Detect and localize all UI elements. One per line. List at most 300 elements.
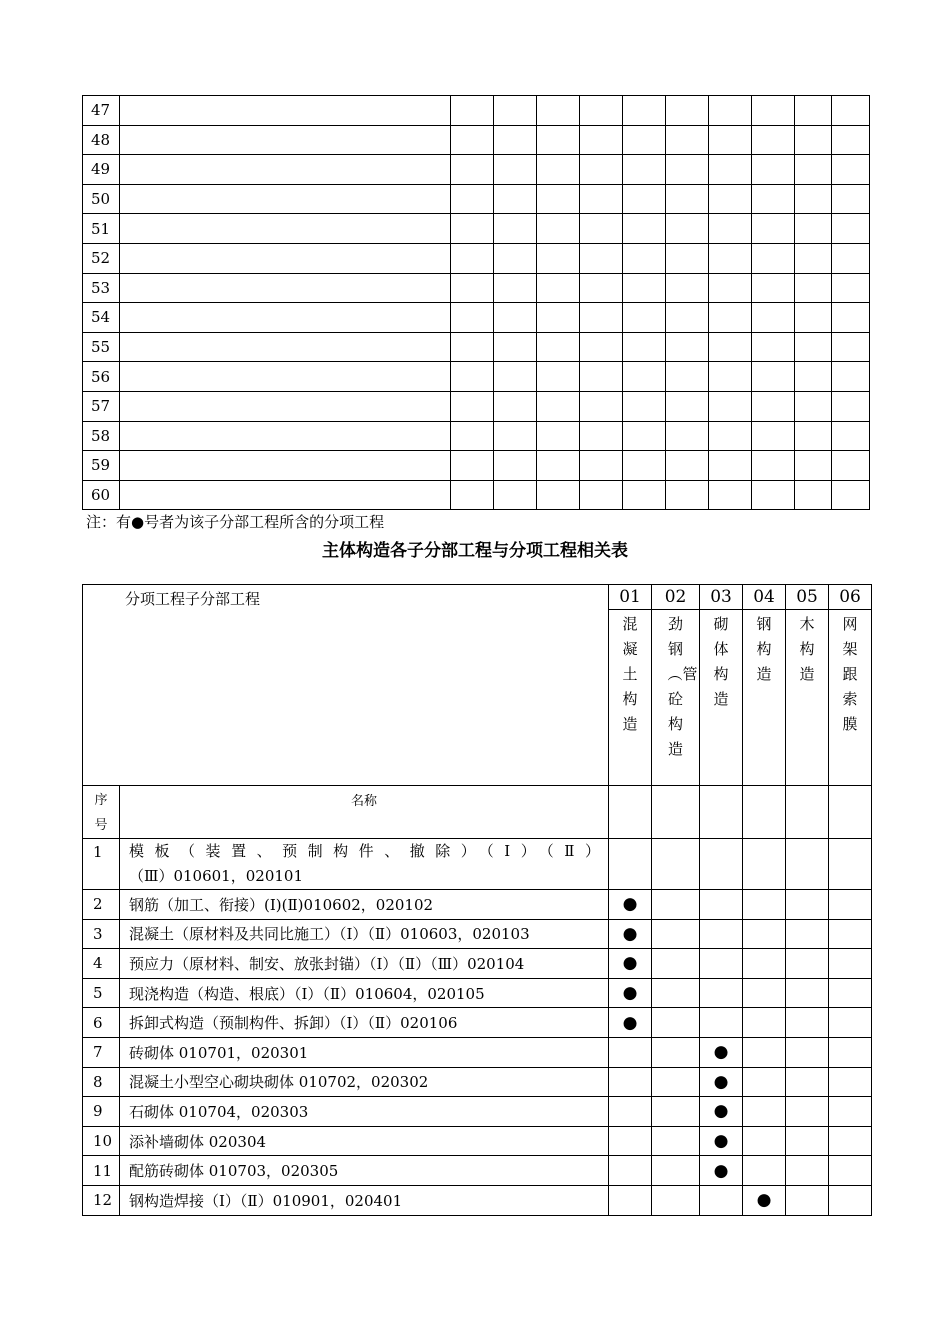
column-code: 04 (743, 585, 786, 610)
empty-cell (652, 1126, 700, 1156)
empty-cell (786, 1037, 829, 1067)
empty-cell (666, 451, 709, 481)
empty-cell (652, 839, 700, 890)
empty-cell (623, 303, 666, 333)
empty-cell (537, 303, 580, 333)
table-row (83, 890, 872, 920)
empty-cell (829, 1037, 872, 1067)
empty-cell (580, 362, 623, 392)
empty-cell (795, 273, 832, 303)
bullet-mark-icon: ● (609, 949, 652, 979)
table-row (83, 949, 872, 979)
table-row (83, 184, 870, 214)
empty-cell (537, 243, 580, 273)
empty-cell (120, 332, 451, 362)
empty-cell (494, 391, 537, 421)
empty-cell (752, 184, 795, 214)
empty-cell (623, 480, 666, 510)
empty-cell (580, 273, 623, 303)
empty-cell (494, 243, 537, 273)
empty-cell (709, 96, 752, 126)
row-seq: 11 (83, 1156, 120, 1186)
column-name: 木构造 (786, 610, 829, 786)
empty-cell (709, 362, 752, 392)
empty-cell (786, 1097, 829, 1127)
empty-cell (666, 273, 709, 303)
row-number: 50 (83, 184, 120, 214)
empty-cell (786, 1067, 829, 1097)
seq-header: 序号 (83, 786, 120, 839)
empty-cell (709, 332, 752, 362)
table-row (83, 1156, 872, 1186)
table-row (83, 1097, 872, 1127)
empty-cell (752, 273, 795, 303)
empty-cell (451, 184, 494, 214)
row-number: 58 (83, 421, 120, 451)
column-name: 砌体构造 (700, 610, 743, 786)
table-row (83, 421, 870, 451)
empty-cell (494, 480, 537, 510)
empty-cell (120, 391, 451, 421)
empty-cell (700, 1008, 743, 1038)
table-row (83, 155, 870, 185)
table-row (83, 1037, 872, 1067)
empty-cell (494, 451, 537, 481)
row-seq: 3 (83, 919, 120, 949)
row-seq: 2 (83, 890, 120, 920)
table-row (83, 391, 870, 421)
empty-cell (743, 1156, 786, 1186)
bullet-mark-icon: ● (700, 1067, 743, 1097)
correlation-table (82, 584, 872, 1216)
empty-cell (795, 332, 832, 362)
bullet-mark-icon: ● (609, 919, 652, 949)
empty-cell (120, 125, 451, 155)
empty-cell (795, 303, 832, 333)
empty-cell (666, 303, 709, 333)
empty-cell (832, 303, 870, 333)
empty-cell (709, 155, 752, 185)
empty-cell (752, 332, 795, 362)
empty-cell (537, 421, 580, 451)
empty-cell (494, 214, 537, 244)
empty-cell (832, 125, 870, 155)
empty-cell (652, 949, 700, 979)
empty-cell (752, 362, 795, 392)
empty-cell (829, 890, 872, 920)
table-row (83, 125, 870, 155)
empty-cell (609, 1126, 652, 1156)
empty-cell (752, 96, 795, 126)
empty-cell (743, 1008, 786, 1038)
empty-cell (451, 273, 494, 303)
empty-cell (832, 273, 870, 303)
empty-cell (451, 155, 494, 185)
empty-cell (580, 184, 623, 214)
header-code-row (83, 585, 872, 610)
empty-cell (743, 919, 786, 949)
row-number: 47 (83, 96, 120, 126)
empty-cell (120, 480, 451, 510)
empty-cell (451, 214, 494, 244)
empty-cell (752, 303, 795, 333)
empty-cell (652, 1008, 700, 1038)
table-row (83, 1067, 872, 1097)
empty-cell (494, 184, 537, 214)
empty-cell (709, 243, 752, 273)
empty-cell (623, 184, 666, 214)
empty-cell (580, 303, 623, 333)
row-name (120, 839, 609, 890)
empty-cell (829, 1185, 872, 1215)
table-row (83, 451, 870, 481)
empty-cell (120, 214, 451, 244)
bullet-mark-icon: ● (609, 1008, 652, 1038)
row-seq: 12 (83, 1185, 120, 1215)
empty-cell (451, 96, 494, 126)
column-code: 06 (829, 585, 872, 610)
table-row (83, 273, 870, 303)
empty-cell (795, 96, 832, 126)
empty-cell (709, 303, 752, 333)
empty-cell (709, 125, 752, 155)
empty-cell (786, 949, 829, 979)
empty-cell (609, 1067, 652, 1097)
empty-cell (609, 1185, 652, 1215)
empty-cell (700, 839, 743, 890)
empty-cell (494, 273, 537, 303)
empty-cell (795, 155, 832, 185)
empty-cell (623, 96, 666, 126)
bullet-mark-icon: ● (609, 890, 652, 920)
empty-cell (700, 786, 743, 839)
table-row (83, 96, 870, 126)
column-name: 混凝土构造 (609, 610, 652, 786)
empty-cell (652, 1097, 700, 1127)
empty-cell (494, 96, 537, 126)
row-name: 拆卸式构造（预制构件、拆卸）（Ⅰ）（Ⅱ）020106 (120, 1008, 609, 1038)
column-code: 05 (786, 585, 829, 610)
empty-cell (451, 125, 494, 155)
empty-cell (652, 1185, 700, 1215)
empty-cell (652, 978, 700, 1008)
empty-cell (580, 332, 623, 362)
empty-cell (537, 480, 580, 510)
empty-cell (829, 978, 872, 1008)
empty-cell (623, 273, 666, 303)
empty-cell (451, 451, 494, 481)
empty-cell (537, 362, 580, 392)
empty-cell (652, 890, 700, 920)
empty-cell (451, 332, 494, 362)
empty-cell (666, 243, 709, 273)
empty-cell (832, 184, 870, 214)
empty-cell (120, 273, 451, 303)
empty-cell (832, 96, 870, 126)
bullet-mark-icon: ● (743, 1185, 786, 1215)
empty-cell (700, 1185, 743, 1215)
row-seq: 9 (83, 1097, 120, 1127)
corner-header: 分项工程子分部工程 (83, 585, 609, 786)
empty-cell (832, 421, 870, 451)
column-code: 01 (609, 585, 652, 610)
empty-cell (494, 332, 537, 362)
row-name: 钢构造焊接（Ⅰ）（Ⅱ）010901，020401 (120, 1185, 609, 1215)
empty-cell (580, 214, 623, 244)
empty-cell (580, 243, 623, 273)
empty-cell (120, 243, 451, 273)
empty-cell (623, 421, 666, 451)
name-header: 名称 (120, 786, 609, 839)
empty-cell (743, 786, 786, 839)
row-number: 56 (83, 362, 120, 392)
empty-cell (709, 273, 752, 303)
empty-cell (786, 1185, 829, 1215)
empty-cell (451, 362, 494, 392)
row-seq: 1 (83, 839, 120, 890)
empty-cell (537, 125, 580, 155)
empty-cell (752, 480, 795, 510)
empty-cell (829, 1097, 872, 1127)
empty-cell (752, 451, 795, 481)
empty-cell (120, 155, 451, 185)
empty-cell (451, 421, 494, 451)
row-name: 钢筋（加工、衔接）(Ⅰ)(Ⅱ)010602，020102 (120, 890, 609, 920)
row-seq: 6 (83, 1008, 120, 1038)
row-name: 石砌体 010704，020303 (120, 1097, 609, 1127)
row-number: 48 (83, 125, 120, 155)
empty-cell (786, 890, 829, 920)
row-seq: 4 (83, 949, 120, 979)
row-number: 49 (83, 155, 120, 185)
empty-cell (829, 1156, 872, 1186)
empty-cell (494, 421, 537, 451)
table-note: 注：有●号者为该子分部工程所含的分项工程 (86, 513, 385, 531)
empty-cell (580, 155, 623, 185)
bullet-mark-icon: ● (700, 1156, 743, 1186)
empty-cell (623, 155, 666, 185)
row-number: 53 (83, 273, 120, 303)
empty-cell (709, 451, 752, 481)
empty-cell (537, 391, 580, 421)
table-row (83, 978, 872, 1008)
empty-cell (795, 184, 832, 214)
bullet-mark-icon: ● (700, 1097, 743, 1127)
empty-cell (537, 214, 580, 244)
empty-cell (652, 1067, 700, 1097)
empty-cell (752, 243, 795, 273)
empty-cell (709, 391, 752, 421)
empty-cell (829, 1067, 872, 1097)
empty-cell (743, 1067, 786, 1097)
table-row (83, 919, 872, 949)
empty-cell (580, 421, 623, 451)
bullet-mark-icon: ● (700, 1037, 743, 1067)
row-number: 60 (83, 480, 120, 510)
empty-cell (609, 839, 652, 890)
empty-cell (795, 421, 832, 451)
row-seq: 10 (83, 1126, 120, 1156)
empty-cell (829, 949, 872, 979)
empty-cell (743, 890, 786, 920)
row-seq: 7 (83, 1037, 120, 1067)
empty-cell (743, 1037, 786, 1067)
empty-cell (752, 421, 795, 451)
empty-cell (580, 391, 623, 421)
row-seq: 5 (83, 978, 120, 1008)
empty-cell (795, 451, 832, 481)
empty-cell (786, 1126, 829, 1156)
empty-cell (752, 391, 795, 421)
empty-cell (666, 332, 709, 362)
empty-cell (120, 184, 451, 214)
empty-cell (120, 303, 451, 333)
empty-cell (666, 125, 709, 155)
empty-cell (709, 184, 752, 214)
table-row (83, 1185, 872, 1215)
table-row (83, 839, 872, 890)
table-row (83, 362, 870, 392)
column-code: 03 (700, 585, 743, 610)
empty-cell (652, 1037, 700, 1067)
row-number: 52 (83, 243, 120, 273)
empty-cell (832, 155, 870, 185)
row-name: 混凝土（原材料及共同比施工）（Ⅰ）（Ⅱ）010603，020103 (120, 919, 609, 949)
empty-cell (795, 362, 832, 392)
table-row (83, 332, 870, 362)
empty-cell (609, 1156, 652, 1186)
empty-cell (609, 786, 652, 839)
row-name: 现浇构造（构造、根底）（Ⅰ）（Ⅱ）010604，020105 (120, 978, 609, 1008)
empty-cell (623, 332, 666, 362)
empty-cell (580, 96, 623, 126)
empty-cell (451, 480, 494, 510)
empty-cell (537, 451, 580, 481)
empty-cell (666, 214, 709, 244)
empty-cell (700, 949, 743, 979)
empty-cell (666, 391, 709, 421)
table-title: 主体构造各子分部工程与分项工程相关表 (322, 541, 628, 561)
empty-cell (652, 1156, 700, 1186)
column-code: 02 (652, 585, 700, 610)
empty-cell (786, 839, 829, 890)
empty-cell (609, 1097, 652, 1127)
empty-cell (786, 919, 829, 949)
empty-cell (829, 1008, 872, 1038)
empty-cell (120, 451, 451, 481)
empty-cell (666, 480, 709, 510)
empty-cell (494, 303, 537, 333)
empty-cell (832, 391, 870, 421)
empty-cell (795, 480, 832, 510)
empty-cell (120, 421, 451, 451)
empty-cell (537, 96, 580, 126)
column-name: 钢构造 (743, 610, 786, 786)
row-number: 51 (83, 214, 120, 244)
row-name-line1: 模板（装置、预制构件、撤除）（Ⅰ）（Ⅱ） (129, 842, 601, 860)
empty-cell (623, 362, 666, 392)
empty-cell (700, 919, 743, 949)
empty-cell (829, 786, 872, 839)
empty-cell (743, 839, 786, 890)
empty-cell (709, 480, 752, 510)
empty-cell (752, 214, 795, 244)
empty-cell (666, 184, 709, 214)
empty-cell (752, 125, 795, 155)
empty-cell (832, 243, 870, 273)
empty-cell (786, 786, 829, 839)
empty-cell (795, 214, 832, 244)
empty-cell (829, 919, 872, 949)
empty-cell (494, 125, 537, 155)
empty-cell (832, 480, 870, 510)
row-name: 砖砌体 010701，020301 (120, 1037, 609, 1067)
empty-cell (537, 273, 580, 303)
row-name: 预应力（原材料、制安、放张封锚）（Ⅰ）（Ⅱ）（Ⅲ）020104 (120, 949, 609, 979)
empty-cell (700, 978, 743, 1008)
empty-cell (666, 421, 709, 451)
empty-cell (743, 978, 786, 1008)
continued-table (82, 95, 870, 510)
empty-cell (709, 214, 752, 244)
column-name: 劲钢︵管砼构造 (652, 610, 700, 786)
table-row (83, 214, 870, 244)
empty-cell (832, 362, 870, 392)
empty-cell (623, 451, 666, 481)
row-seq: 8 (83, 1067, 120, 1097)
empty-cell (795, 391, 832, 421)
empty-cell (120, 362, 451, 392)
empty-cell (786, 978, 829, 1008)
empty-cell (580, 480, 623, 510)
header-label-row (83, 786, 872, 839)
empty-cell (623, 391, 666, 421)
empty-cell (666, 155, 709, 185)
row-number: 54 (83, 303, 120, 333)
empty-cell (666, 362, 709, 392)
empty-cell (832, 214, 870, 244)
empty-cell (666, 96, 709, 126)
empty-cell (120, 96, 451, 126)
empty-cell (580, 125, 623, 155)
row-number: 57 (83, 391, 120, 421)
empty-cell (451, 391, 494, 421)
empty-cell (743, 1126, 786, 1156)
empty-cell (829, 1126, 872, 1156)
empty-cell (451, 243, 494, 273)
empty-cell (786, 1156, 829, 1186)
empty-cell (623, 125, 666, 155)
empty-cell (652, 919, 700, 949)
empty-cell (743, 1097, 786, 1127)
empty-cell (709, 421, 752, 451)
empty-cell (832, 332, 870, 362)
bullet-mark-icon: ● (700, 1126, 743, 1156)
row-number: 55 (83, 332, 120, 362)
empty-cell (623, 243, 666, 273)
table-row (83, 480, 870, 510)
empty-cell (743, 949, 786, 979)
empty-cell (752, 155, 795, 185)
row-name-line2: （Ⅲ）010601，020101 (129, 867, 303, 885)
empty-cell (623, 214, 666, 244)
empty-cell (609, 1037, 652, 1067)
row-name: 混凝土小型空心砌块砌体 010702，020302 (120, 1067, 609, 1097)
table-row (83, 1008, 872, 1038)
column-name: 网架跟索膜 (829, 610, 872, 786)
empty-cell (537, 332, 580, 362)
empty-cell (580, 451, 623, 481)
